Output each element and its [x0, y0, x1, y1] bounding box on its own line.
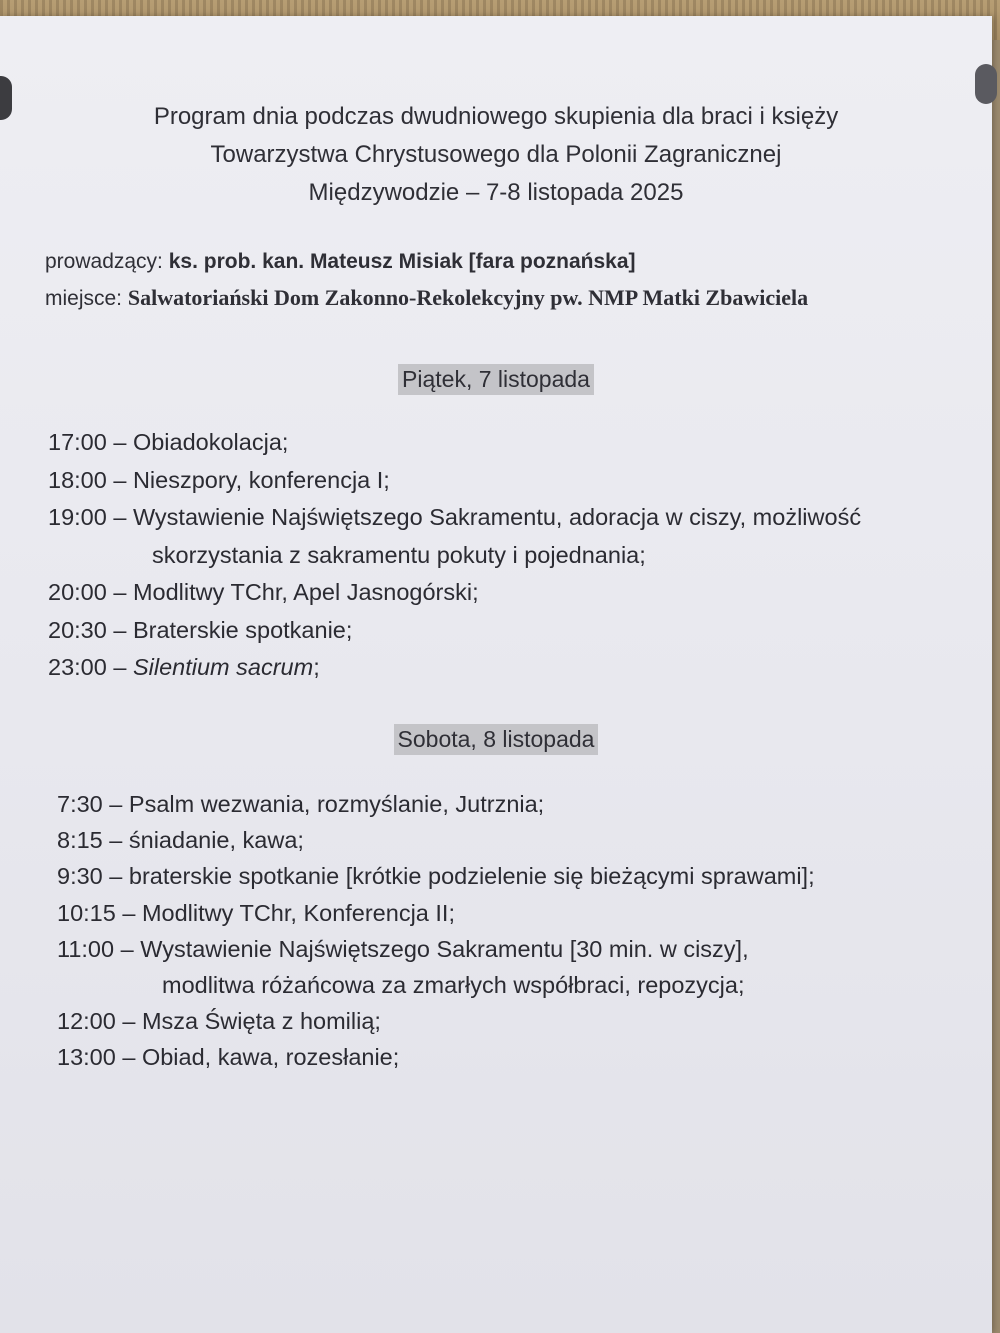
leader-line — [45, 244, 808, 280]
schedule-item — [48, 424, 861, 462]
schedule-separator: – — [102, 863, 129, 890]
leader-value: ks. prob. kan. Mateusz Misiak [fara poznańska] — [168, 250, 636, 273]
leader-label: prowadzący: — [45, 250, 163, 273]
schedule-item — [48, 499, 861, 537]
schedule-time: 13:00 — [57, 1044, 116, 1071]
schedule-item — [57, 858, 815, 894]
schedule-item-continuation: skorzystania z sakramentu pokuty i pojednania; — [152, 541, 646, 568]
friday-schedule — [48, 424, 861, 687]
schedule-separator: – — [115, 1044, 142, 1071]
schedule-item — [57, 786, 815, 822]
schedule-time: 20:30 — [48, 616, 107, 643]
schedule-time: 10:15 — [57, 899, 116, 926]
schedule-text: braterskie spotkanie [krótkie podzielenie się bieżącymi sprawami]; — [128, 863, 815, 890]
schedule-time: 18:00 — [48, 466, 107, 493]
schedule-separator: – — [106, 429, 133, 455]
paper-sheet — [0, 16, 992, 1333]
schedule-item — [48, 462, 861, 500]
schedule-time: 7:30 — [57, 791, 103, 817]
schedule-separator: – — [106, 466, 133, 493]
place-line — [45, 280, 808, 317]
schedule-text: Wystawienie Najświętszego Sakramentu, adoracja w ciszy, możliwość — [132, 504, 862, 530]
schedule-time: 19:00 — [48, 504, 107, 530]
schedule-text: Modlitwy TChr, Apel Jasnogórski; — [132, 579, 479, 605]
header-line-2: Towarzystwa Chrystusowego dla Polonii Zagranicznej — [210, 141, 782, 168]
schedule-item — [57, 1003, 815, 1039]
schedule-separator: – — [115, 1008, 142, 1035]
header-line-1: Program dnia podczas dwudniowego skupienia dla braci i księży — [153, 103, 839, 130]
schedule-separator: – — [115, 899, 142, 926]
schedule-separator: – — [114, 935, 141, 962]
schedule-item — [57, 822, 815, 858]
saturday-heading — [0, 724, 992, 755]
schedule-item — [57, 1039, 815, 1075]
schedule-separator: – — [106, 654, 133, 680]
schedule-separator: – — [106, 616, 133, 643]
schedule-text: Nieszpory, konferencja I; — [132, 466, 390, 493]
schedule-time: 20:00 — [48, 579, 107, 605]
schedule-text: Wystawienie Najświętszego Sakramentu [30 min. w ciszy], — [140, 935, 749, 962]
schedule-separator: – — [106, 579, 133, 605]
saturday-schedule — [57, 786, 815, 1076]
schedule-item — [48, 649, 861, 687]
schedule-time: 17:00 — [48, 429, 107, 455]
header-line-3: Międzywodzie – 7-8 listopada 2025 — [308, 179, 684, 206]
retreat-info — [45, 244, 808, 317]
schedule-text: Psalm wezwania, rozmyślanie, Jutrznia; — [128, 791, 545, 817]
schedule-item — [57, 895, 815, 931]
schedule-time: 8:15 — [57, 827, 103, 854]
schedule-time: 11:00 — [57, 935, 115, 962]
schedule-text: Braterskie spotkanie; — [132, 616, 353, 643]
schedule-item — [48, 612, 861, 650]
schedule-text: Msza Święta z homilią; — [141, 1008, 381, 1035]
schedule-text: śniadanie, kawa; — [128, 827, 304, 854]
document-header — [0, 98, 992, 212]
place-label: miejsce: — [45, 287, 123, 310]
schedule-text-punct: ; — [313, 654, 320, 680]
friday-heading-label: Piątek, 7 listopada — [398, 364, 594, 395]
schedule-time: 12:00 — [57, 1008, 116, 1035]
schedule-separator: – — [106, 504, 133, 530]
schedule-text: Obiad, kawa, rozesłanie; — [141, 1044, 400, 1071]
schedule-item — [57, 931, 815, 967]
schedule-separator: – — [102, 791, 129, 817]
schedule-time: 9:30 — [57, 863, 103, 890]
schedule-text-italic: Silentium sacrum — [132, 654, 314, 680]
schedule-item — [48, 574, 861, 612]
place-value: Salwatoriański Dom Zakonno-Rekolekcyjny pw. NMP Matki Zbawiciela — [127, 285, 809, 310]
schedule-separator: – — [102, 827, 129, 854]
schedule-text: Modlitwy TChr, Konferencja II; — [141, 899, 455, 926]
schedule-time: 23:00 — [48, 654, 107, 680]
saturday-heading-label: Sobota, 8 listopada — [394, 724, 599, 755]
friday-heading — [0, 364, 992, 395]
schedule-item-continuation: modlitwa różańcowa za zmarłych współbraci, repozycja; — [162, 972, 745, 999]
schedule-text: Obiadokolacja; — [132, 429, 289, 455]
